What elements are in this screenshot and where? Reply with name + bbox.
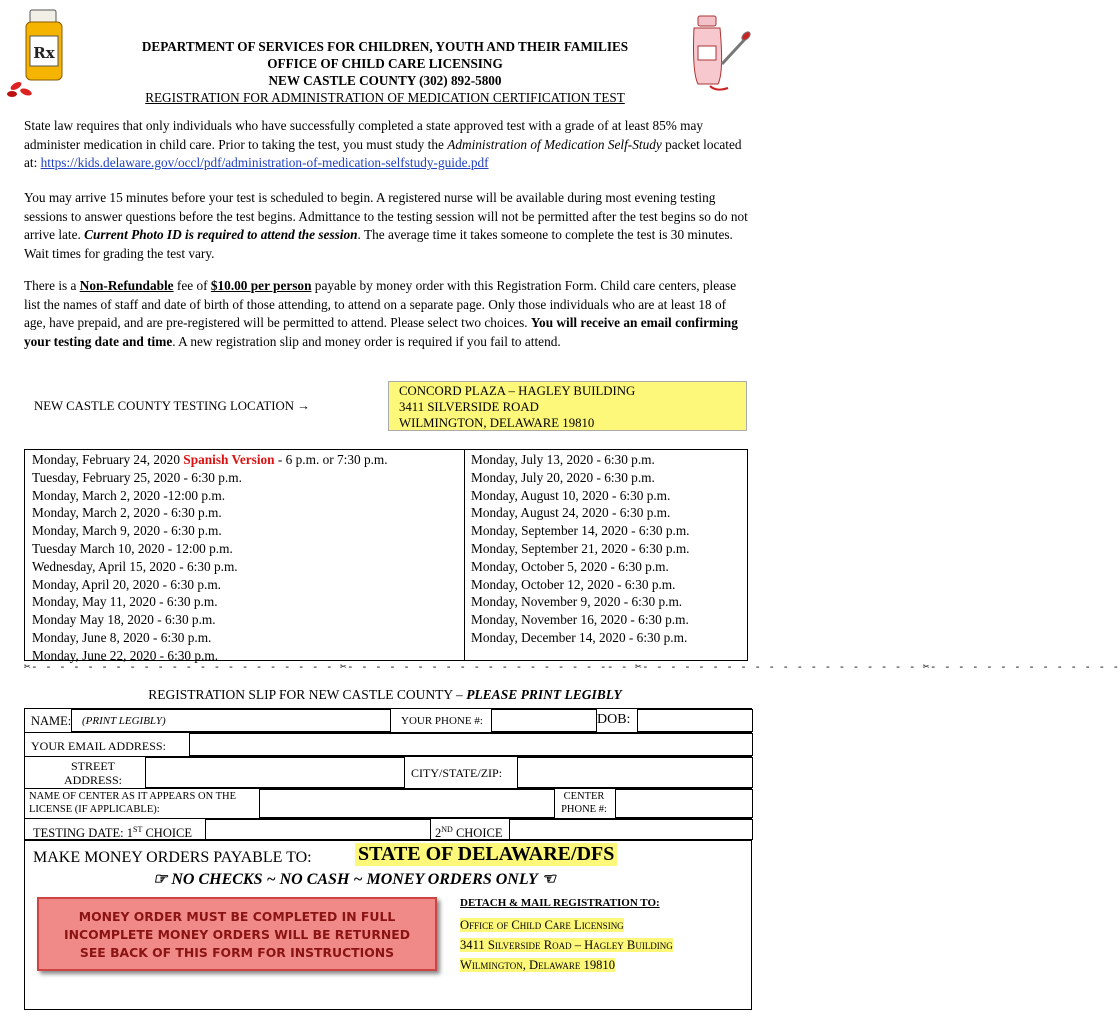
schedule-date: Tuesday March 10, 2020 - 12:00 p.m.: [32, 540, 233, 556]
name-label: NAME:: [31, 714, 72, 728]
email-field[interactable]: [189, 733, 753, 756]
first-choice-field[interactable]: [205, 819, 431, 840]
location-building: CONCORD PLAZA – HAGLEY BUILDING: [399, 384, 636, 398]
mailing-street: 3411 Silverside Road – Hagley Building: [460, 938, 673, 952]
second-choice-field[interactable]: [509, 819, 753, 840]
schedule-date: Tuesday, February 25, 2020 - 6:30 p.m.: [32, 469, 242, 485]
spanish-version-label: Spanish Version: [183, 452, 275, 467]
schedule-date: Monday, October 5, 2020 - 6:30 p.m.: [471, 558, 669, 574]
payment-restriction: ☞ NO CHECKS ~ NO CASH ~ MONEY ORDERS ONLY ☜: [153, 871, 556, 888]
schedule-date: Monday, August 10, 2020 - 6:30 p.m.: [471, 487, 671, 503]
warning-line-2: INCOMPLETE MONEY ORDERS WILL BE RETURNED: [64, 927, 410, 942]
center-name-field[interactable]: [259, 789, 555, 818]
non-refundable-label: Non-Refundable: [79, 278, 174, 293]
schedule-date: Monday, September 14, 2020 - 6:30 p.m.: [471, 523, 690, 539]
schedule-date: Monday, May 11, 2020 - 6:30 p.m.: [32, 594, 218, 610]
city-state-zip-field[interactable]: [517, 757, 753, 788]
arrival-text-2: . The average time it takes someone to complete the test is 30 minutes. Wait times for grading the test vary.: [24, 227, 733, 261]
fee-text-3: payable by money order with this Registration Form. Child care centers, please list the names of staff and date of birth of those attending, to attend on a separate page. Only those individuals who are at least 18 of age, have prepaid, and are pre-registered will be permitted to attend. Please select two choices.: [24, 278, 737, 331]
fee-text: There is a: [24, 278, 80, 293]
schedule-column-left: [25, 450, 465, 663]
center-name-label: NAME OF CENTER AS IT APPEARS ON THE LICENSE (IF APPLICABLE):: [29, 791, 237, 815]
photo-id-requirement: Current Photo ID is required to attend the session: [84, 227, 358, 243]
mailing-address: [460, 915, 673, 975]
schedule-date: Monday, March 2, 2020 - 6:30 p.m.: [32, 505, 222, 521]
medicine-bottle-icon: [2, 8, 74, 100]
fee-text-4: . A new registration slip and money order is required if you fail to attend.: [172, 333, 561, 349]
phone-field[interactable]: [491, 709, 597, 732]
print-legibly-note: PLEASE PRINT LEGIBLY: [466, 687, 622, 702]
schedule-date: Monday, December 14, 2020 - 6:30 p.m.: [471, 629, 688, 645]
location-street: 3411 SILVERSIDE ROAD: [399, 400, 539, 414]
money-order-label: MAKE MONEY ORDERS PAYABLE TO:: [33, 849, 312, 866]
detach-mail-label: DETACH & MAIL REGISTRATION TO:: [460, 897, 660, 909]
testing-location-address: [388, 381, 747, 431]
center-phone-field[interactable]: [615, 789, 753, 818]
schedule-date: Monday, April 20, 2020 - 6:30 p.m.: [32, 576, 221, 592]
name-field[interactable]: [71, 709, 391, 732]
county-phone: NEW CASTLE COUNTY (302) 892-5800: [268, 73, 502, 88]
form-row-testing-date: [25, 819, 751, 841]
email-label: YOUR EMAIL ADDRESS:: [31, 739, 166, 753]
location-city: WILMINGTON, DELAWARE 19810: [399, 416, 595, 430]
second-choice-label: 2ND CHOICE: [435, 825, 503, 841]
schedule-date: Monday, March 2, 2020 -12:00 p.m.: [32, 487, 226, 503]
schedule-date: Wednesday, April 15, 2020 - 6:30 p.m.: [32, 558, 238, 574]
warning-line-3: SEE BACK OF THIS FORM FOR INSTRUCTIONS: [79, 945, 395, 960]
money-order-warning: [37, 897, 437, 971]
test-schedule: [24, 449, 748, 661]
self-study-link[interactable]: https://kids.delaware.gov/occl/pdf/administration-of-medication-selfstudy-guide.pdf: [40, 155, 489, 171]
registration-form: [24, 708, 752, 840]
fee-amount: $10.00 per person: [210, 278, 312, 293]
city-state-zip-label: CITY/STATE/ZIP:: [411, 766, 503, 780]
schedule-date: Monday, October 12, 2020 - 6:30 p.m.: [471, 576, 676, 592]
schedule-date: Monday, July 20, 2020 - 6:30 p.m.: [471, 469, 655, 485]
intro-paragraph: [24, 117, 750, 173]
street-address-label: STREET ADDRESS:: [63, 759, 122, 787]
form-row-address: [25, 757, 751, 789]
fee-text-2: fee of: [173, 278, 211, 293]
mailing-city: Wilmington, Delaware 19810: [460, 958, 616, 972]
form-title: REGISTRATION FOR ADMINISTRATION OF MEDICATION CERTIFICATION TEST: [145, 90, 625, 105]
arrival-paragraph: [24, 189, 750, 263]
warning-line-1: MONEY ORDER MUST BE COMPLETED IN FULL: [78, 909, 396, 924]
intro-text: State law requires that only individuals who have successfully completed a state approved test with a grade of at least 85% may administer medication in child care. Prior to taking the test, you must study the: [24, 118, 704, 152]
schedule-date: Monday, February 24, 2020 Spanish Version - 6 p.m. or 7:30 p.m.: [32, 452, 388, 467]
center-phone-label: CENTER PHONE #:: [561, 791, 607, 815]
form-row-center: [25, 789, 751, 819]
document-header: [70, 38, 700, 106]
street-address-field[interactable]: [145, 757, 405, 788]
form-row-name: [25, 709, 751, 733]
schedule-date: Monday, August 24, 2020 - 6:30 p.m.: [471, 505, 671, 521]
schedule-date: Monday, June 22, 2020 - 6:30 p.m.: [32, 647, 219, 663]
schedule-date: Monday May 18, 2020 - 6:30 p.m.: [32, 612, 216, 628]
email-confirmation-note: You will receive an email confirming your testing date and time: [24, 315, 738, 349]
schedule-date: Monday, September 21, 2020 - 6:30 p.m.: [471, 540, 690, 556]
dob-field[interactable]: [637, 709, 753, 732]
form-row-email: [25, 733, 751, 757]
study-packet-title: Administration of Medication Self-Study: [447, 136, 662, 152]
schedule-column-right: [465, 450, 747, 660]
pointing-hand-right-icon: ☞: [153, 871, 168, 888]
intro-text-2: packet located at:: [24, 136, 742, 171]
name-field-hint: (PRINT LEGIBLY): [82, 715, 166, 727]
slip-title: REGISTRATION SLIP FOR NEW CASTLE COUNTY – PLEASE PRINT LEGIBLY: [148, 687, 622, 702]
arrival-text: You may arrive 15 minutes before your test is scheduled to begin. A registered nurse will be available during most evening testing sessions to answer questions before the test begins. Admittance to the testing session will not be permitted after the test begins so do not arrive late.: [24, 190, 748, 243]
money-order-payee: STATE OF DELAWARE/DFS: [355, 843, 617, 866]
schedule-date: Monday, March 9, 2020 - 6:30 p.m.: [32, 523, 222, 539]
fee-paragraph: [24, 277, 750, 351]
schedule-date: Monday, November 16, 2020 - 6:30 p.m.: [471, 612, 689, 628]
mailing-office: Office of Child Care Licensing: [460, 918, 624, 932]
cut-line: ✂- - - - - - - - - - - - - - - - - - - - - - ✂- - - - - - - - - - - - - - - - - - -- - ✂- - - - - - - - - - - - - - - - - - - - ✂- - - - - - - - - - - - - -: [24, 660, 1120, 673]
schedule-date: Monday, July 13, 2020 - 6:30 p.m.: [471, 452, 655, 467]
rx-label: Rx: [33, 44, 55, 62]
schedule-date: Monday, November 9, 2020 - 6:30 p.m.: [471, 594, 683, 610]
dob-label: DOB:: [597, 712, 631, 727]
phone-label: YOUR PHONE #:: [401, 715, 483, 727]
payment-section: [24, 840, 752, 1010]
testing-location-label: NEW CASTLE COUNTY TESTING LOCATION →: [34, 399, 310, 413]
pointing-hand-left-icon: ☜: [541, 871, 556, 888]
first-choice-label: TESTING DATE: 1ST CHOICE: [33, 825, 192, 841]
schedule-date: Monday, June 8, 2020 - 6:30 p.m.: [32, 629, 212, 645]
office-title: OFFICE OF CHILD CARE LICENSING: [267, 56, 503, 71]
dept-title: DEPARTMENT OF SERVICES FOR CHILDREN, YOUTH AND THEIR FAMILIES: [141, 39, 629, 54]
